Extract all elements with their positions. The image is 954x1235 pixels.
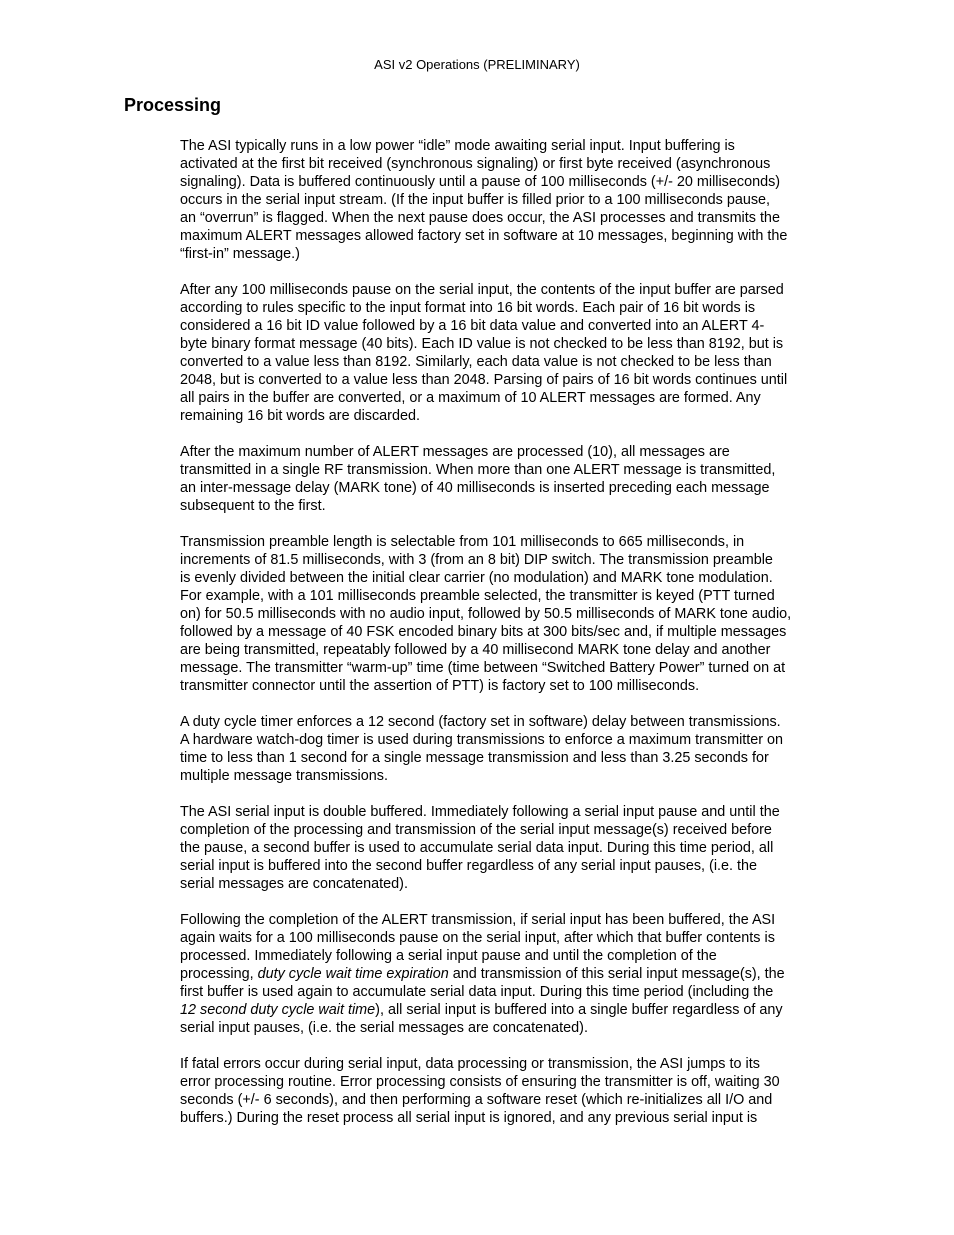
italic-phrase: 12 second duty cycle wait time: [180, 1002, 376, 1018]
paragraph-idle-mode: The ASI typically runs in a low power “idle” mode awaiting serial input. Input buffering is activated at the first bit received (synchronous signaling) or first byte received (asynchronous signaling). Data is buffered continuously until a pause of 100 milliseconds (+/- 20 milliseconds) occurs in the serial input stream. (If the input buffer is filled prior to a 100 milliseconds pause, an “overrun” is flagged. When the next pause does occur, the ASI processes and transmits the maximum ALERT messages allowed factory set in software at 10 messages, beginning with the “first-in” message.): [180, 138, 788, 262]
paragraph-double-buffer: The ASI serial input is double buffered. Immediately following a serial input pause and until the completion of the processing and transmission of the serial input message(s) received before the pause, a second buffer is used to accumulate serial data input. During this time period, all serial input is buffered into the second buffer regardless of any serial input pauses, (i.e. the serial messages are concatenated).: [180, 804, 780, 892]
paragraph-duty-cycle: A duty cycle timer enforces a 12 second (factory set in software) delay between transmissions. A hardware watch-dog timer is used during transmissions to enforce a maximum transmitter on time to less than 1 second for a single message transmission and less than 3.25 seconds for multiple message transmissions.: [180, 714, 784, 784]
running-header: ASI v2 Operations (PRELIMINARY): [374, 57, 580, 72]
paragraph-text-segment: ), all serial input is buffered into a single buffer regardless of any serial input pauses, (i.e. the serial messages are concatenated).: [180, 1002, 783, 1036]
paragraph-fatal-errors: If fatal errors occur during serial input, data processing or transmission, the ASI jumps to its error processing routine. Error processing consists of ensuring the transmitter is off, waiting 30 seconds (+/- 6 seconds), and then performing a software reset (which re-initializes all I/O and buffers.) During the reset process all serial input is ignored, and any previous serial input is: [180, 1056, 780, 1126]
paragraph-rf-transmission: After the maximum number of ALERT messages are processed (10), all messages are transmitted in a single RF transmission. When more than one ALERT message is transmitted, an inter-message delay (MARK tone) of 40 milliseconds is inserted preceding each message subsequent to the first.: [180, 444, 776, 514]
paragraph-preamble: Transmission preamble length is selectable from 101 milliseconds to 665 milliseconds, in increments of 81.5 milliseconds, with 3 (from an 8 bit) DIP switch. The transmission preamble is evenly divided between the initial clear carrier (no modulation) and MARK tone modulation. For example, with a 101 milliseconds preamble selected, the transmitter is keyed (PTT turned on) for 50.5 milliseconds with no audio input, followed by 50.5 milliseconds of MARK tone audio, followed by a message of 40 FSK encoded binary bits at 300 bits/sec and, if multiple messages are being transmitted, repeatably followed by a 40 millisecond MARK tone delay and another message. The transmitter “warm-up” time (time between “Switched Battery Power” turned on at transmitter connector until the assertion of PTT) is factory set to 100 milliseconds.: [180, 534, 792, 694]
paragraph-text-segment: Following the completion of the ALERT transmission, if serial input has been buffered, the ASI again waits for a 100 milliseconds pause on the serial input, after which that buffer contents is processed. Immediately following a serial input pause and until the completion of the processing,: [180, 912, 776, 982]
paragraph-buffer-reuse: [180, 911, 845, 1037]
body-text: [180, 137, 845, 1145]
paragraph-parsing: After any 100 milliseconds pause on the serial input, the contents of the input buffer are parsed according to rules specific to the input format into 16 bit words. Each pair of 16 bit words is considered a 16 bit ID value followed by a 16 bit data value and converted into an ALERT 4- byte binary format message (40 bits). Each ID value is not checked to be less than 8192, but is converted to a value less than 8192. Similarly, each data value is not checked to be less than 2048, but is converted to a value less than 2048. Parsing of pairs of 16 bit words continues until all pairs in the buffer are converted, or a maximum of 10 ALERT messages are formed. Any remaining 16 bit words are discarded.: [180, 282, 788, 424]
section-title: Processing: [124, 95, 222, 115]
italic-phrase: duty cycle wait time expiration: [257, 966, 449, 982]
paragraph-text-segment: and transmission of this serial input message(s), the first buffer is used again to accumulate serial data input. During this time period (including the: [180, 966, 785, 1000]
